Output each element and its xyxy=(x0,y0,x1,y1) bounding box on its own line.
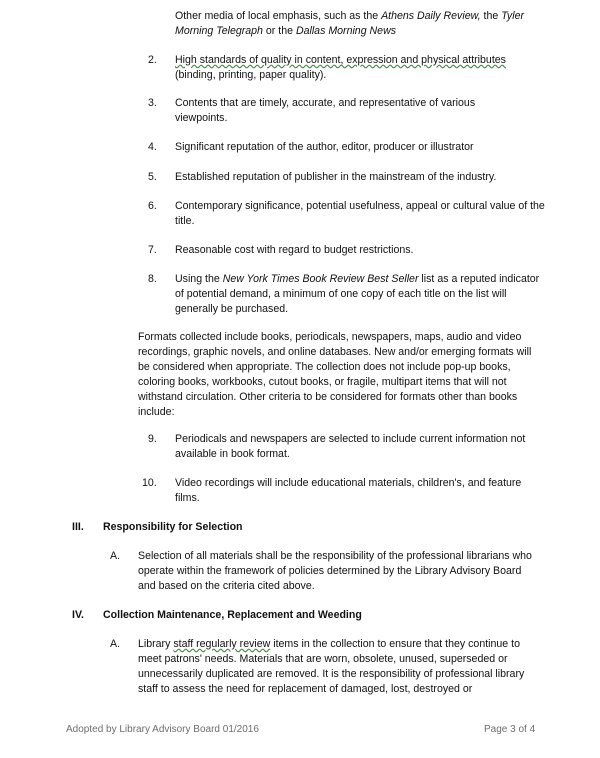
list-item: Periodicals and newspapers are selected to include current information not available in book format. xyxy=(175,433,526,460)
continuation-paragraph: Other media of local emphasis, such as the Athens Daily Review, the Tyler Morning Telegraph or the Dallas Morning News xyxy=(175,10,524,37)
item-number: 7. xyxy=(148,244,157,256)
item-letter: A. xyxy=(110,638,121,650)
section-number: III. xyxy=(72,521,84,533)
footer-adoption-note: Adopted by Library Advisory Board 01/2016 xyxy=(66,724,259,735)
list-item: High standards of quality in content, expression and physical attributes (binding, printing, paper quality). xyxy=(175,54,506,81)
item-number: 10. xyxy=(142,477,157,489)
list-item: Using the New York Times Book Review Best Seller list as a reputed indicator of potential demand, a minimum of one copy of each title on the list will generally be purchased. xyxy=(175,273,540,315)
item-number: 6. xyxy=(148,200,157,212)
item-letter: A. xyxy=(110,550,121,562)
section-heading: Responsibility for Selection xyxy=(103,521,243,533)
list-item: Video recordings will include educational materials, children's, and feature films. xyxy=(175,477,522,504)
list-item: Significant reputation of the author, editor, producer or illustrator xyxy=(175,141,474,153)
list-item: Reasonable cost with regard to budget restrictions. xyxy=(175,244,414,256)
section-heading: Collection Maintenance, Replacement and Weeding xyxy=(103,609,362,621)
item-number: 3. xyxy=(148,97,157,109)
list-item: Established reputation of publisher in the mainstream of the industry. xyxy=(175,171,497,183)
footer-page-number: Page 3 of 4 xyxy=(484,724,536,735)
item-number: 8. xyxy=(148,273,157,285)
item-number: 4. xyxy=(148,141,157,153)
item-number: 5. xyxy=(148,171,157,183)
section-paragraph: Library staff regularly review items in the collection to ensure that they continue to meet patrons' needs. Materials that are worn, obsolete, unused, superseded or unnecessarily duplicated are removed. It is the responsibility of professional library staff to assess the need for replacement of damaged, lost, destroyed or xyxy=(138,638,525,695)
section-paragraph: Selection of all materials shall be the responsibility of the professional librarians who operate within the framework of policies determined by the Library Advisory Board and based on the criteria cited above. xyxy=(138,550,532,592)
list-item: Contents that are timely, accurate, and representative of various viewpoints. xyxy=(175,97,476,124)
item-number: 9. xyxy=(148,433,157,445)
section-number: IV. xyxy=(72,609,84,621)
list-item: Contemporary significance, potential usefulness, appeal or cultural value of the title. xyxy=(175,200,545,227)
formats-paragraph: Formats collected include books, periodicals, newspapers, maps, audio and video recordings, graphic novels, and online databases. New and/or emerging formats will be considered when appropriate. The collection does not include pop-up books, coloring books, workbooks, cutout books, or fragile, multipart items that will not withstand circulation. Other criteria to be considered for formats other than books include: xyxy=(138,331,532,418)
item-number: 2. xyxy=(148,54,157,66)
